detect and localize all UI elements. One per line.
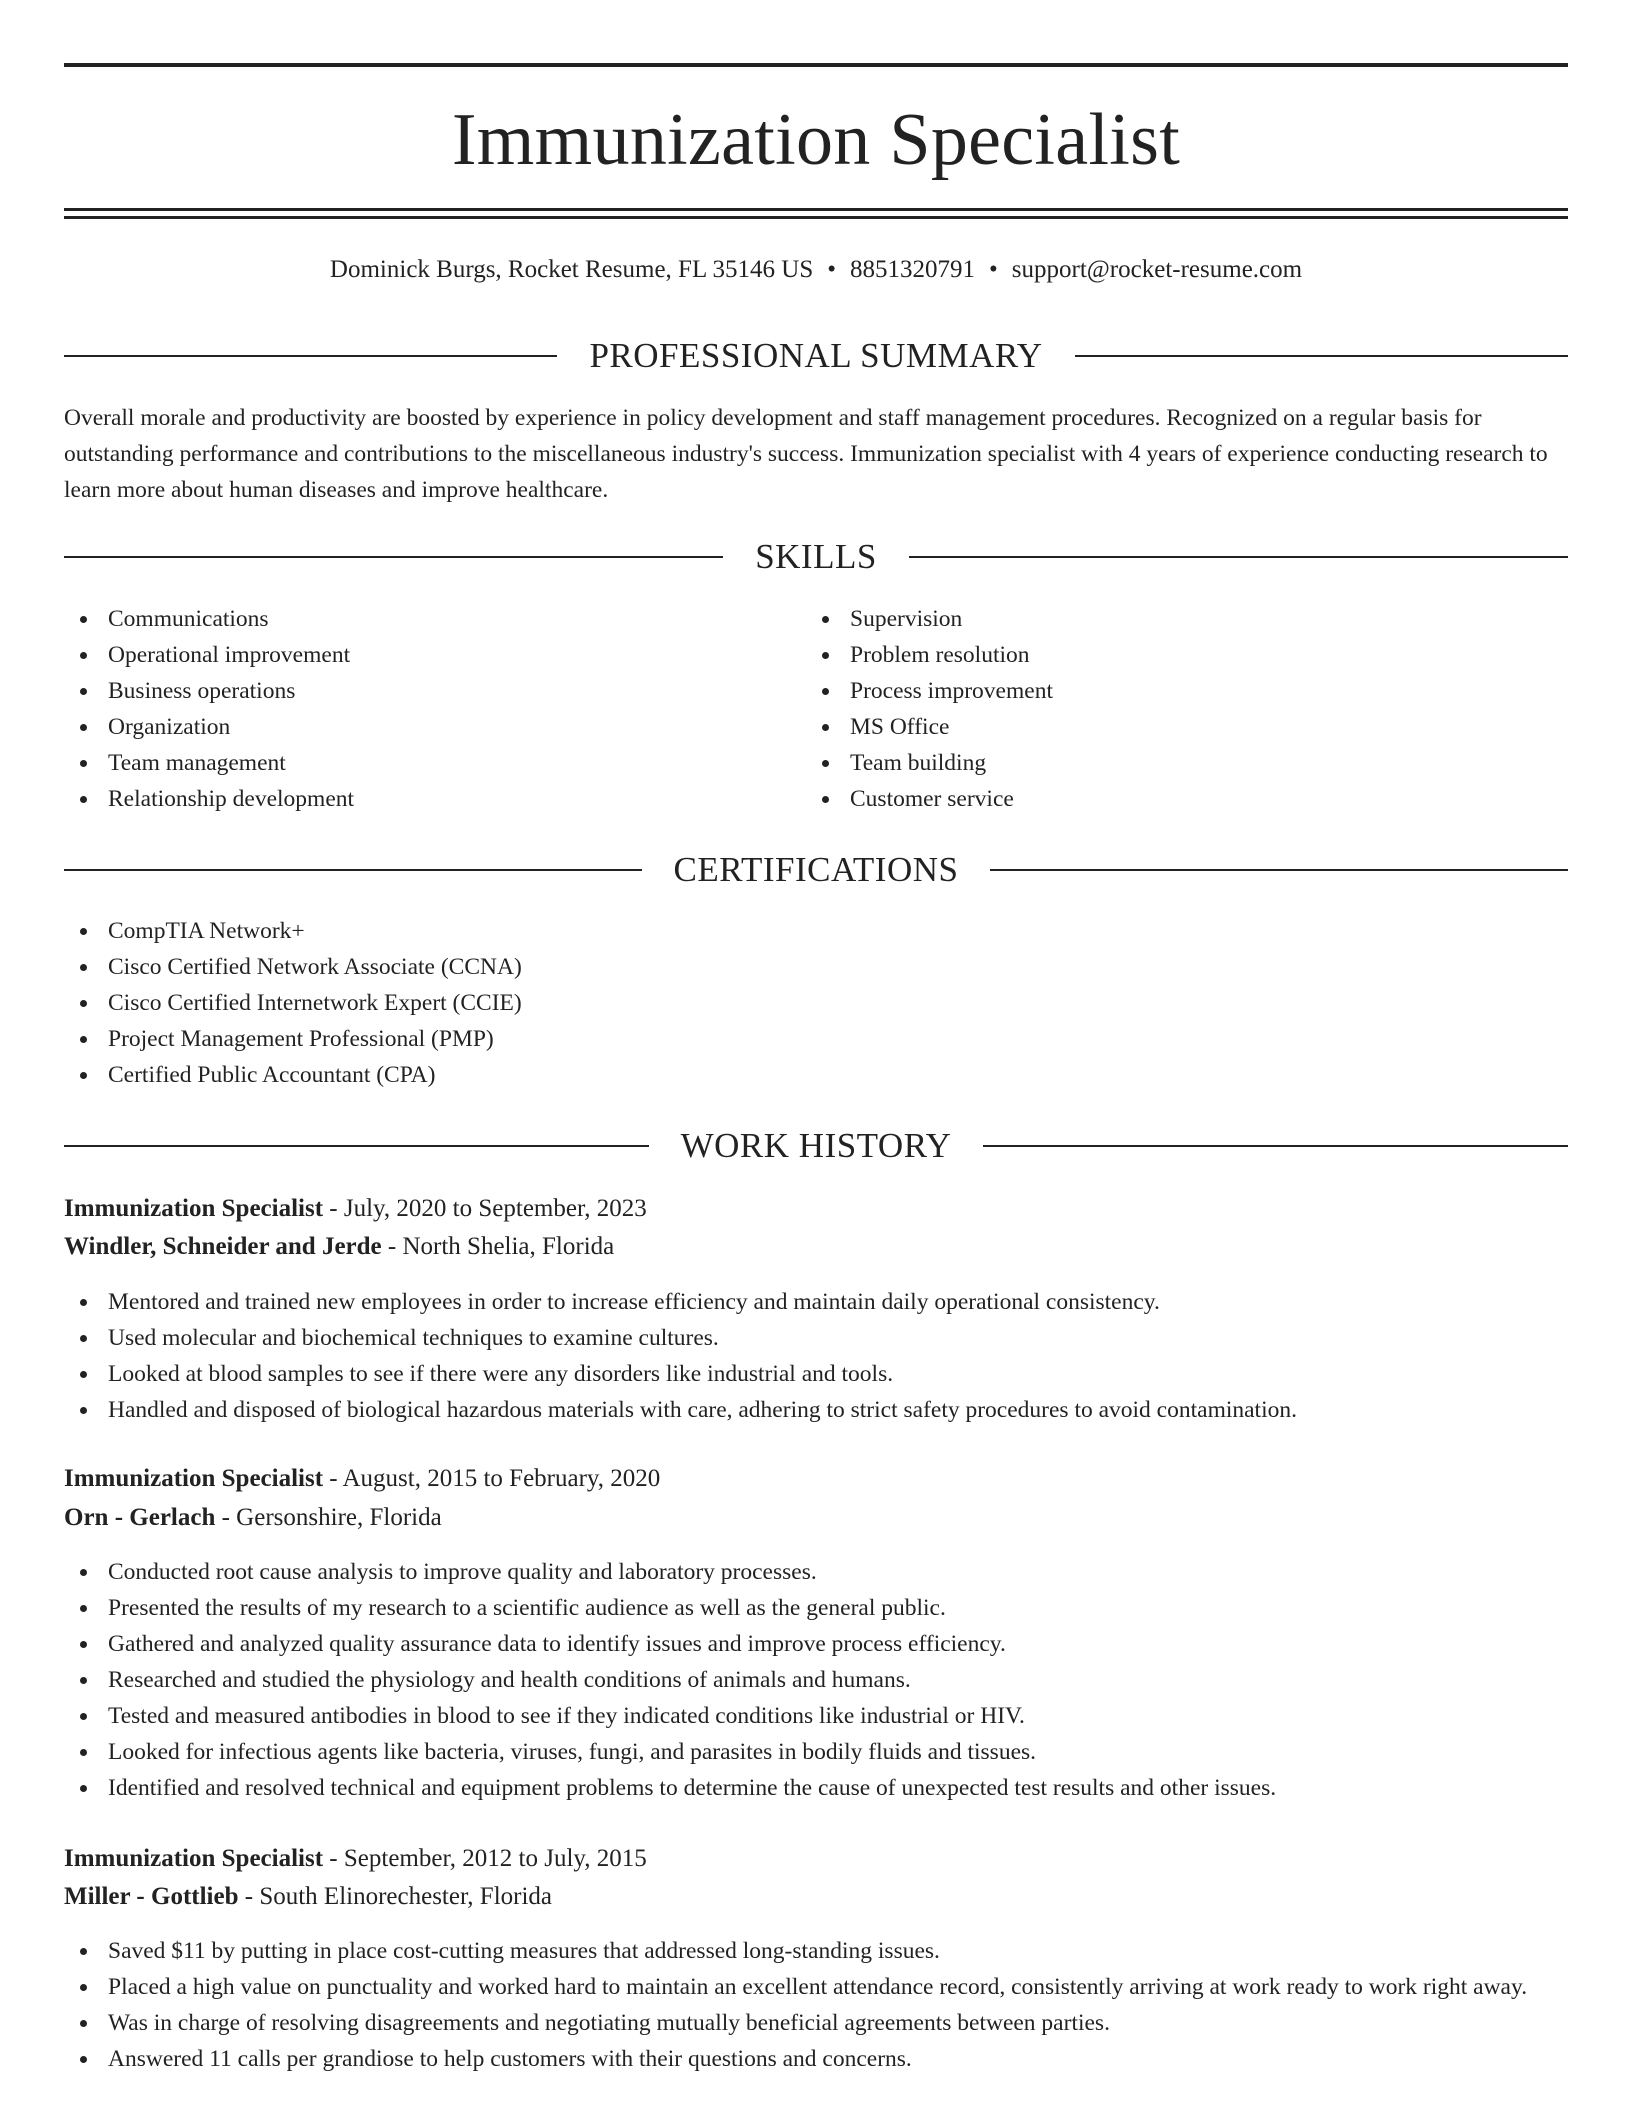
section-rule [64,869,642,871]
job-duty: Tested and measured antibodies in blood to see if they indicated conditions like industrial or HIV. [64,1698,1568,1734]
section-header-skills [64,533,1568,581]
section-rule [1075,355,1568,357]
skill-item: Process improvement [806,673,1568,709]
section-title: WORK HISTORY [680,1126,952,1165]
section-rule [990,869,1568,871]
job-company-line [64,1878,1568,1916]
job-title-line [64,1840,1568,1878]
skill-item: Business operations [64,673,806,709]
job-dates: - September, 2012 to July, 2015 [323,1845,647,1872]
job-duty: Placed a high value on punctuality and worked hard to maintain an excellent attendance record, consistently arriving at work ready to work right away. [64,1969,1568,2005]
contact-line [64,252,1568,288]
job-duty: Mentored and trained new employees in order to increase efficiency and maintain daily operational consistency. [64,1284,1568,1320]
job-duties-list [64,1554,1568,1806]
job-location: - Gersonshire, Florida [215,1504,442,1531]
resume-title: Immunization Specialist [451,99,1181,181]
skill-item: Communications [64,601,806,637]
job-title-line [64,1190,1568,1228]
job-duty: Conducted root cause analysis to improve quality and laboratory processes. [64,1554,1568,1590]
certification-item: Cisco Certified Network Associate (CCNA) [64,949,1568,985]
certification-item: CompTIA Network+ [64,913,1568,949]
skill-item: Team management [64,745,806,781]
section-title: CERTIFICATIONS [673,850,959,889]
contact-email[interactable]: support@rocket-resume.com [1011,256,1303,283]
job-duty: Looked for infectious agents like bacteria, viruses, fungi, and parasites in bodily fluids and tissues. [64,1734,1568,1770]
job-duty: Was in charge of resolving disagreements and negotiating mutually beneficial agreements between parties. [64,2005,1568,2041]
certification-item: Certified Public Accountant (CPA) [64,1057,1568,1093]
job-company-line [64,1499,1568,1537]
skill-item: Team building [806,745,1568,781]
top-rule [64,63,1568,67]
skill-item: Organization [64,709,806,745]
section-rule [64,556,723,558]
skill-item: Problem resolution [806,637,1568,673]
section-rule [64,1145,649,1147]
job-duty: Gathered and analyzed quality assurance data to identify issues and improve process efficiency. [64,1626,1568,1662]
job-duties-list [64,1284,1568,1428]
job-company: Miller - Gottlieb [64,1883,239,1910]
contact-address: Dominick Burgs, Rocket Resume, FL 35146 US [329,256,814,283]
skill-item: Supervision [806,601,1568,637]
section-title: SKILLS [755,537,877,576]
job-company-line [64,1228,1568,1266]
job-duty: Presented the results of my research to a scientific audience as well as the general public. [64,1590,1568,1626]
skill-item: Customer service [806,781,1568,817]
certifications-list [64,913,1568,1093]
job-duty: Handled and disposed of biological hazardous materials with care, adhering to strict safety procedures to avoid contamination. [64,1392,1568,1428]
section-header-summary [64,332,1568,380]
job-duty: Answered 11 calls per grandiose to help customers with their questions and concerns. [64,2041,1568,2077]
summary-text: Overall morale and productivity are boosted by experience in policy development and staff management procedures. Recognized on a regular basis for outstanding performance and contributions to the miscellaneous industry's success. Immunization specialist with 4 years of experience conducting research to learn more about human diseases and improve healthcare. [64,405,1548,503]
skill-item: Relationship development [64,781,806,817]
skill-item: Operational improvement [64,637,806,673]
job-company: Orn - Gerlach [64,1504,216,1531]
job-title: Immunization Specialist [64,1195,324,1222]
job-location: - North Shelia, Florida [381,1233,615,1260]
job-duties-list [64,1933,1568,2077]
job-title-line [64,1460,1568,1498]
contact-phone: 8851320791 [850,256,976,283]
job-title: Immunization Specialist [64,1465,324,1492]
job-duty: Used molecular and biochemical techniques to examine cultures. [64,1320,1568,1356]
section-header-work [64,1122,1568,1170]
job-duty: Researched and studied the physiology and health conditions of animals and humans. [64,1662,1568,1698]
job-duty: Looked at blood samples to see if there were any disorders like industrial and tools. [64,1356,1568,1392]
certification-item: Cisco Certified Internetwork Expert (CCIE) [64,985,1568,1021]
skills-list-left [64,601,806,817]
job-dates: - August, 2015 to February, 2020 [323,1465,661,1492]
title-rule-lower [64,216,1568,219]
job-duty: Saved $11 by putting in place cost-cutting measures that addressed long-standing issues. [64,1933,1568,1969]
section-title: PROFESSIONAL SUMMARY [589,336,1043,375]
skills-list-right [806,601,1568,817]
job-duty: Identified and resolved technical and equipment problems to determine the cause of unexpected test results and other issues. [64,1770,1568,1806]
contact-separator: • [989,256,998,283]
contact-separator: • [827,256,837,283]
title-rule-upper [64,208,1568,211]
job-company: Windler, Schneider and Jerde [64,1233,382,1260]
job-title: Immunization Specialist [64,1845,324,1872]
section-header-certifications [64,846,1568,894]
certification-item: Project Management Professional (PMP) [64,1021,1568,1057]
section-rule [64,355,557,357]
section-rule [983,1145,1568,1147]
section-rule [909,556,1568,558]
job-location: - South Elinorechester, Florida [238,1883,553,1910]
job-dates: - July, 2020 to September, 2023 [323,1195,647,1222]
skill-item: MS Office [806,709,1568,745]
